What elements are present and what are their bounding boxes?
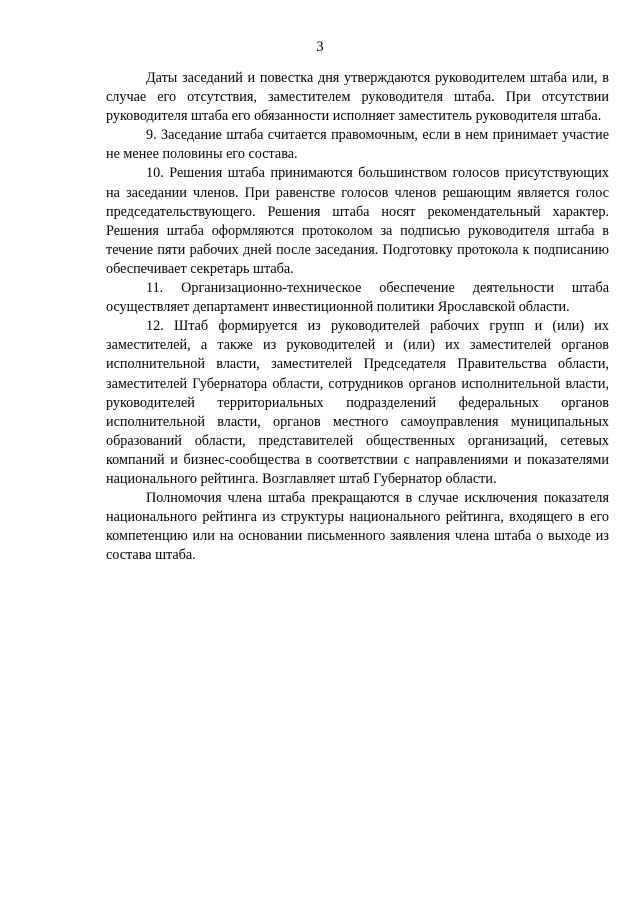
page-number: 3 (316, 39, 324, 55)
paragraph-technical-support: 11. Организационно-техническое обеспечение деятельности штаба осуществляет департамент инвестиционной политики Ярославской области. (106, 280, 609, 316)
paragraph-meeting-schedule: Даты заседаний и повестка дня утверждаются руководителем штаба или, в случае его отсутствия, заместителем руководителя штаба. При отсутствии руководителя штаба его обязанности исполняет заместитель руководителя штаба. (106, 70, 609, 125)
paragraph-quorum: 9. Заседание штаба считается правомочным, если в нем принимает участие не менее половины его состава. (106, 127, 609, 163)
paragraph-termination: Полномочия члена штаба прекращаются в случае исключения показателя национального рейтинга из структуры национального рейтинга, входящего в его компетенцию или на основании письменного заявления члена штаба о выходе из состава штаба. (106, 490, 609, 564)
paragraph-decisions: 10. Решения штаба принимаются большинством голосов присутствующих на заседании членов. При равенстве голосов членов решающим является голос председательствующего. Решения штаба носят рекомендательный характер. Решения штаба оформляются протоколом за подписью руководителя штаба в течение пяти рабочих дней после заседания. Подготовку протокола к подписанию обеспечивает секретарь штаба. (106, 165, 609, 277)
document-body (106, 69, 609, 565)
paragraph-composition: 12. Штаб формируется из руководителей рабочих групп и (или) их заместителей, а также из руководителей и (или) их заместителей органов исполнительной власти, заместителей Председателя Правительства области, заместителей Губернатора области, сотрудников органов исполнительной власти, руководителей территориальных подразделений федеральных органов исполнительной власти, органов местного самоуправления муниципальных образований области, представителей общественных организаций, сетевых компаний и бизнес-сообщества в соответствии с направлениями и показателями национального рейтинга. Возглавляет штаб Губернатор области. (106, 318, 609, 487)
